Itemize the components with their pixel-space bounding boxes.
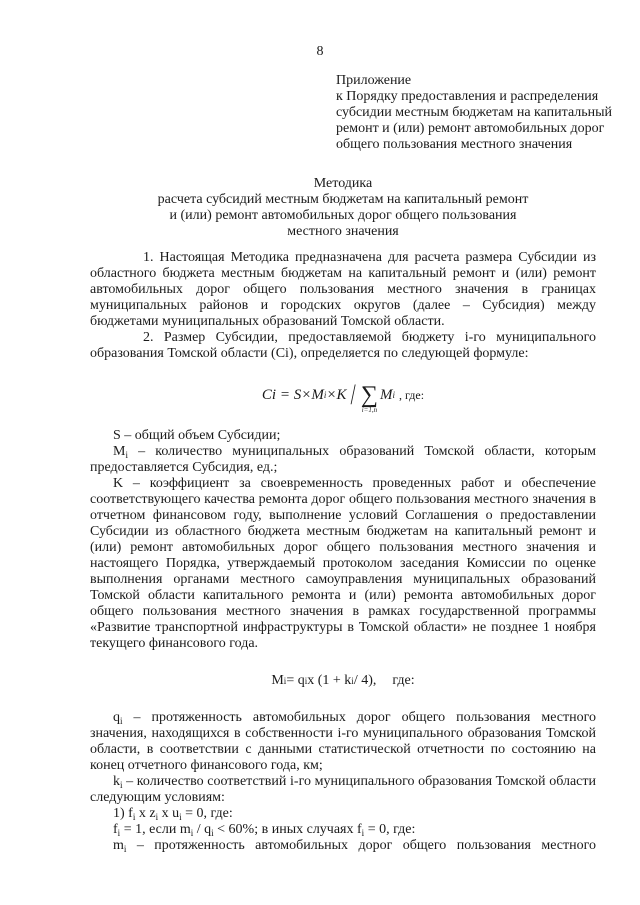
formula-part: = q [286, 673, 305, 688]
appendix-header [336, 73, 613, 153]
symbol: q [113, 710, 120, 725]
text: 1) f [113, 806, 133, 821]
formula-tail: , где: [398, 388, 425, 402]
formula-part: x (1 + k [307, 673, 352, 688]
subscript: i [211, 828, 214, 838]
fraction-slash: / [350, 378, 356, 411]
symbol: M [113, 444, 126, 459]
text: < 60%; в иных случаях f [213, 822, 362, 837]
subscript: i [190, 828, 194, 838]
sum-symbol: ∑ [360, 382, 378, 408]
subscript: i [123, 844, 127, 854]
subsidy-formula: Ci = S×M i ×K / ∑ i=1,n M i , где: [261, 378, 425, 414]
subscript: i [361, 828, 365, 838]
appendix-line: субсидии местным бюджетам на капитальный [336, 105, 613, 120]
appendix-line: к Порядку предоставления и распределения [336, 89, 599, 104]
title-line: местного значения [287, 224, 399, 239]
definition-q [90, 710, 596, 774]
definition-ki [90, 774, 596, 806]
subscript: i [179, 812, 182, 822]
symbol: k [113, 774, 120, 789]
formula-tail: где: [392, 673, 415, 688]
subscript: i [155, 812, 159, 822]
formula-part: / 4), [353, 673, 377, 688]
definition-s: S – общий объем Субсидии; [113, 428, 281, 443]
subscript: i [125, 450, 128, 460]
formula-part: M [271, 673, 284, 688]
text: = 0, где: [181, 806, 233, 821]
title-line: расчета субсидий местным бюджетам на капитальный ремонт [157, 192, 529, 207]
document-body [90, 250, 596, 854]
definition-text: – протяженность автомобильных дорог общего пользования местного значения, находящихся в собственности i-го муниципального образования Томской области, в соответствии с данными статистической отчетности по состоянию на конец отчетного финансового года, км; [90, 710, 596, 773]
subscript: i [120, 716, 123, 726]
definition-k: K – коэффициент за своевременность проведенных работ и обеспечение соответствующего качества ремонта дорог общего пользования местного значения в отчетном финансовом году, выполнение условий Соглашения о предоставлении Субсидии из областного бюджета местным бюджетам на капитальный ремонт и (или) ремонт автомобильных дорог общего пользования местного значения и настоящего Порядка, утверждаемый протоколом заседания Комиссии по оценке выполнения органами местного самоуправления муниципальных образований Томской области капитального ремонта и (или) ремонта автомобильных дорог общего пользования местного значения в рамках государственной программы «Развитие транспортной инфраструктуры в Томской области» не позднее 1 ноября текущего финансового года. [90, 476, 596, 651]
paragraph-2: 2. Размер Субсидии, предоставляемой бюджету i-го муниципального образования Томской области (Ci), определяется по следующей формуле: [90, 330, 596, 361]
paragraph-1: 1. Настоящая Методика предназначена для расчета размера Субсидии из областного бюджета местным бюджетам на капитальный ремонт и (или) ремонт автомобильных дорог общего пользования местного значения в границах муниципальных районов и городских округов (далее – Субсидия) между бюджетами муниципальных образований Томской области. [90, 250, 596, 329]
appendix-line: Приложение [336, 73, 412, 88]
title-line: и (или) ремонт автомобильных дорог общего пользования [169, 208, 517, 223]
condition-1 [90, 806, 596, 822]
document-title [90, 176, 596, 240]
subscript: i [120, 780, 123, 790]
definition-f [90, 822, 596, 838]
formula-part: ×K [326, 387, 347, 403]
appendix-line: ремонт и (или) ремонт автомобильных дорог [336, 121, 605, 136]
formula-part: M [379, 387, 393, 403]
appendix-line: общего пользования местного значения [336, 137, 573, 152]
text: f [113, 822, 118, 837]
subscript: i [132, 812, 136, 822]
text: x z [135, 806, 156, 821]
title-line: Методика [313, 176, 373, 191]
definition-text: – протяженность автомобильных дорог общего пользования местного [126, 838, 596, 853]
subscript: i [117, 828, 121, 838]
text: / q [193, 822, 212, 837]
definition-mi [90, 838, 596, 854]
sum-operator [361, 384, 378, 414]
formula-part: Ci = S×M [261, 387, 324, 403]
text: = 0, где: [364, 822, 416, 837]
text: x u [158, 806, 180, 821]
definition-text: – количество соответствий i-го муниципального образования Томской области следующим условиям: [90, 774, 596, 805]
sum-limits: i=1,n [361, 406, 378, 414]
definition-m [90, 444, 596, 476]
definition-text: – количество муниципальных образований Томской области, которым предоставляется Субсидия, ед.; [90, 444, 596, 475]
page-number: 8 [316, 44, 324, 59]
text: = 1, если m [120, 822, 191, 837]
municipality-formula: M i = q i x (1 + k i / 4), где: [271, 673, 415, 688]
symbol: m [113, 838, 124, 853]
